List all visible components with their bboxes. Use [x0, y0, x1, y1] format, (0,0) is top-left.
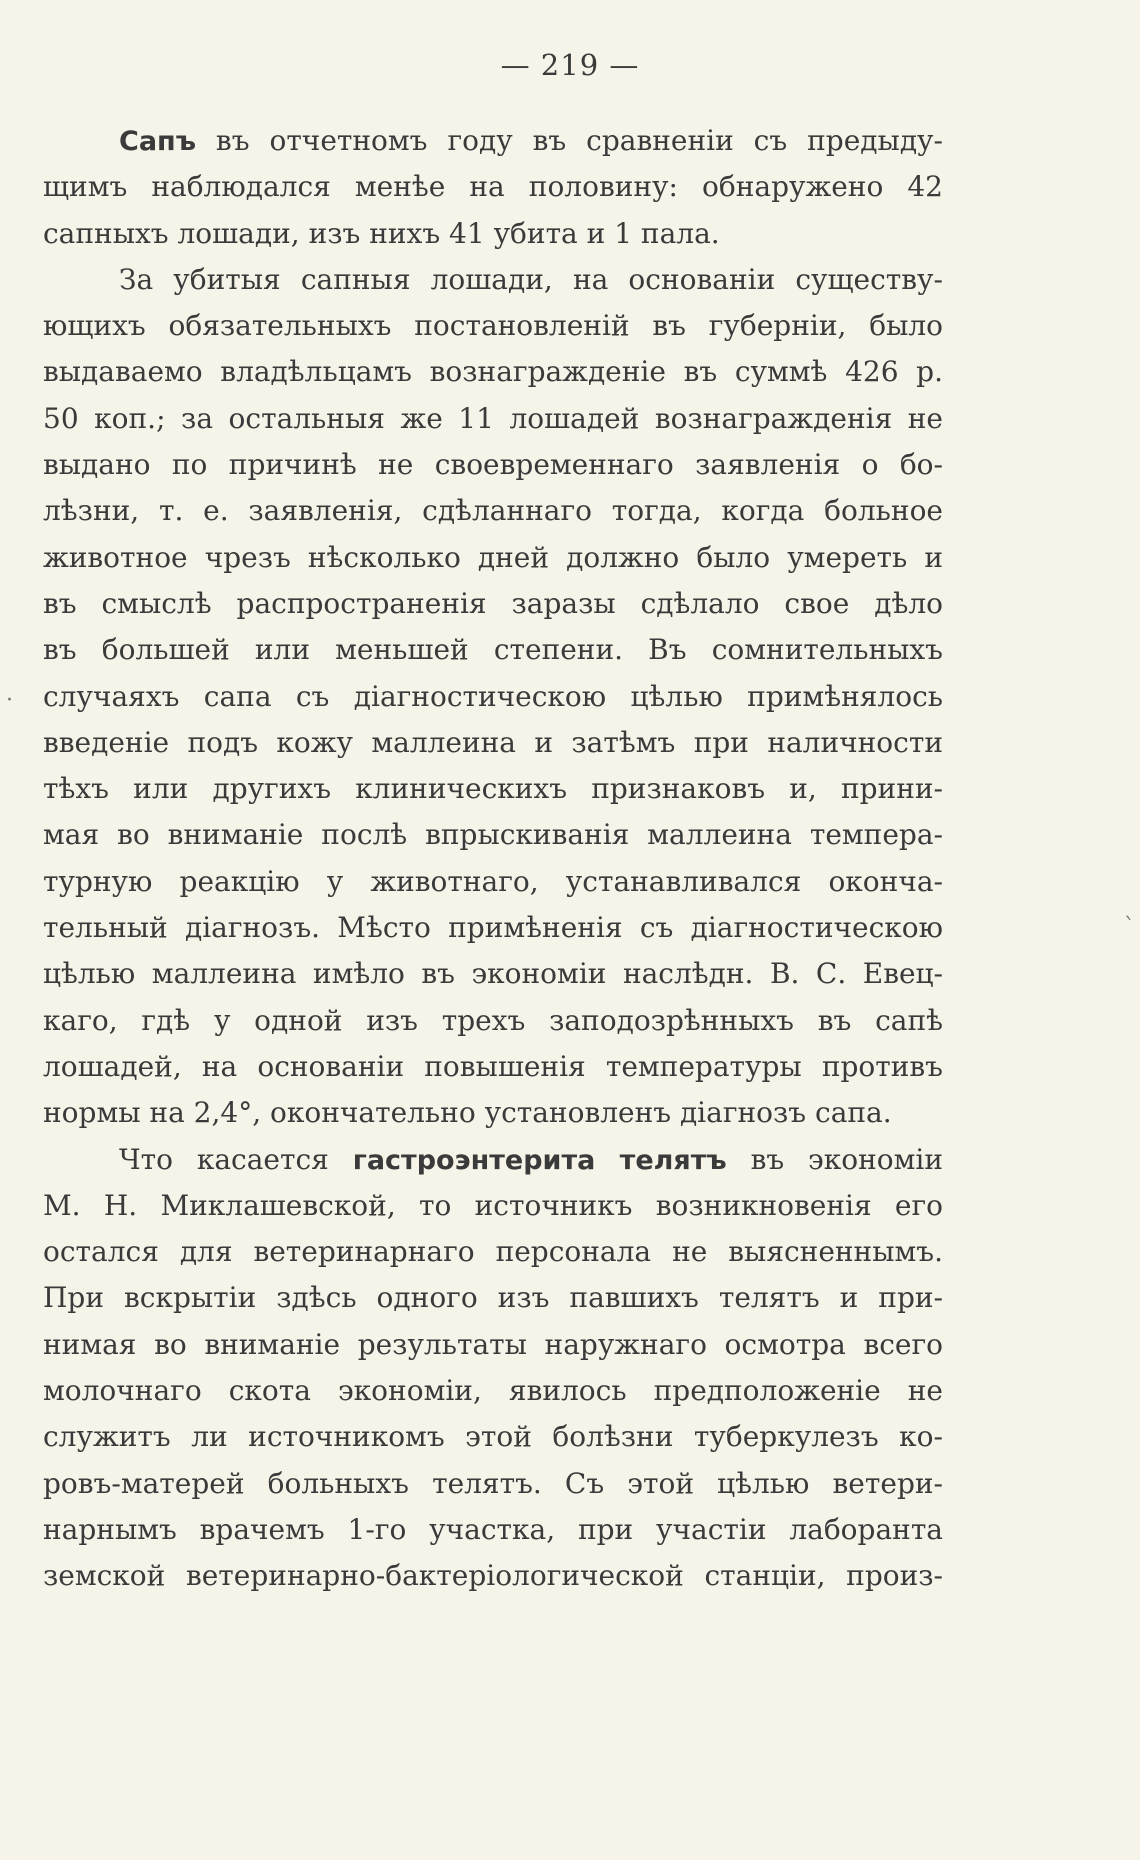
text-line: сапныхъ лошади, изъ нихъ 41 убита и 1 пала. — [43, 216, 720, 250]
text-line: лѣзни, т. е. заявленія, сдѣланнаго тогда, когда больное — [43, 494, 943, 528]
text-line: 50 коп.; за остальныя же 11 лошадей вознагражденія не — [43, 401, 943, 435]
text-line: въ смыслѣ распространенія заразы сдѣлало свое дѣло — [43, 586, 943, 620]
text-line: выдано по причинѣ не своевременнаго заявленія о бо- — [43, 448, 943, 482]
text-line: случаяхъ сапа съ діагностическою цѣлью примѣнялось — [43, 679, 943, 713]
text-line: турную реакцію у животнаго, устанавливался оконча- — [43, 864, 943, 898]
text-line: земской ветеринарно-бактеріологической станціи, произ- — [43, 1559, 943, 1593]
text-line: тельный діагнозъ. Мѣсто примѣненія съ діагностическою — [43, 911, 943, 945]
section-keyword: гастроэнтерита телятъ — [352, 1144, 727, 1176]
text-line — [43, 118, 943, 164]
text-line: введеніе подъ кожу маллеина и затѣмъ при наличности — [43, 725, 943, 759]
text-line: цѣлью маллеина имѣло въ экономіи наслѣдн. В. С. Евец- — [43, 957, 943, 991]
page-number: — 219 — — [500, 48, 640, 82]
body-text — [43, 118, 943, 1600]
section-keyword: Сапъ — [119, 126, 196, 157]
text-line: служитъ ли источникомъ этой болѣзни туберкулезъ ко- — [43, 1420, 943, 1454]
paragraph-compensation — [43, 257, 943, 1137]
line-text: въ экономіи — [726, 1142, 943, 1176]
line-text: въ отчетномъ году въ сравненіи съ предыду- — [195, 124, 943, 157]
text-line: нарнымъ врачемъ 1-го участка, при участіи лаборанта — [43, 1512, 943, 1546]
text-line: нимая во вниманіе результаты наружнаго осмотра всего — [43, 1327, 943, 1361]
margin-mark-left: · — [6, 688, 13, 713]
text-line: тѣхъ или другихъ клиническихъ признаковъ и, прини- — [43, 772, 943, 806]
text-line: выдаваемо владѣльцамъ вознагражденіе въ суммѣ 426 р. — [43, 355, 943, 389]
text-line: щимъ наблюдался менѣе на половину: обнаружено 42 — [43, 170, 943, 204]
text-line: каго, гдѣ у одной изъ трехъ заподозрѣнныхъ въ сапѣ — [43, 1003, 943, 1037]
text-line: мая во вниманіе послѣ впрыскиванія маллеина темпера- — [43, 818, 943, 852]
margin-mark-right: ˋ — [1124, 915, 1135, 940]
line-text: Что касается — [119, 1142, 353, 1176]
text-line — [43, 1137, 943, 1183]
paragraph-glanders — [43, 118, 943, 257]
text-line: ровъ-матерей больныхъ телятъ. Съ этой цѣлью ветери- — [43, 1466, 943, 1500]
text-line: животное чрезъ нѣсколько дней должно было умереть и — [43, 540, 943, 574]
text-line: За убитыя сапныя лошади, на основаніи существу- — [119, 262, 943, 296]
text-line: ющихъ обязательныхъ постановленій въ губерніи, было — [43, 309, 943, 343]
text-line: остался для ветеринарнаго персонала не выясненнымъ. — [43, 1235, 943, 1269]
text-line: М. Н. Миклашевской, то источникъ возникновенія его — [43, 1188, 943, 1222]
paragraph-gastroenteritis — [43, 1137, 943, 1600]
text-line: лошадей, на основаніи повышенія температуры противъ — [43, 1049, 943, 1083]
text-line: молочнаго скота экономіи, явилось предположеніе не — [43, 1374, 943, 1408]
text-line: нормы на 2,4°, окончательно установленъ діагнозъ сапа. — [43, 1096, 892, 1130]
text-line: При вскрытіи здѣсь одного изъ павшихъ телятъ и при- — [43, 1281, 943, 1315]
text-line: въ большей или меньшей степени. Въ сомнительныхъ — [43, 633, 943, 667]
